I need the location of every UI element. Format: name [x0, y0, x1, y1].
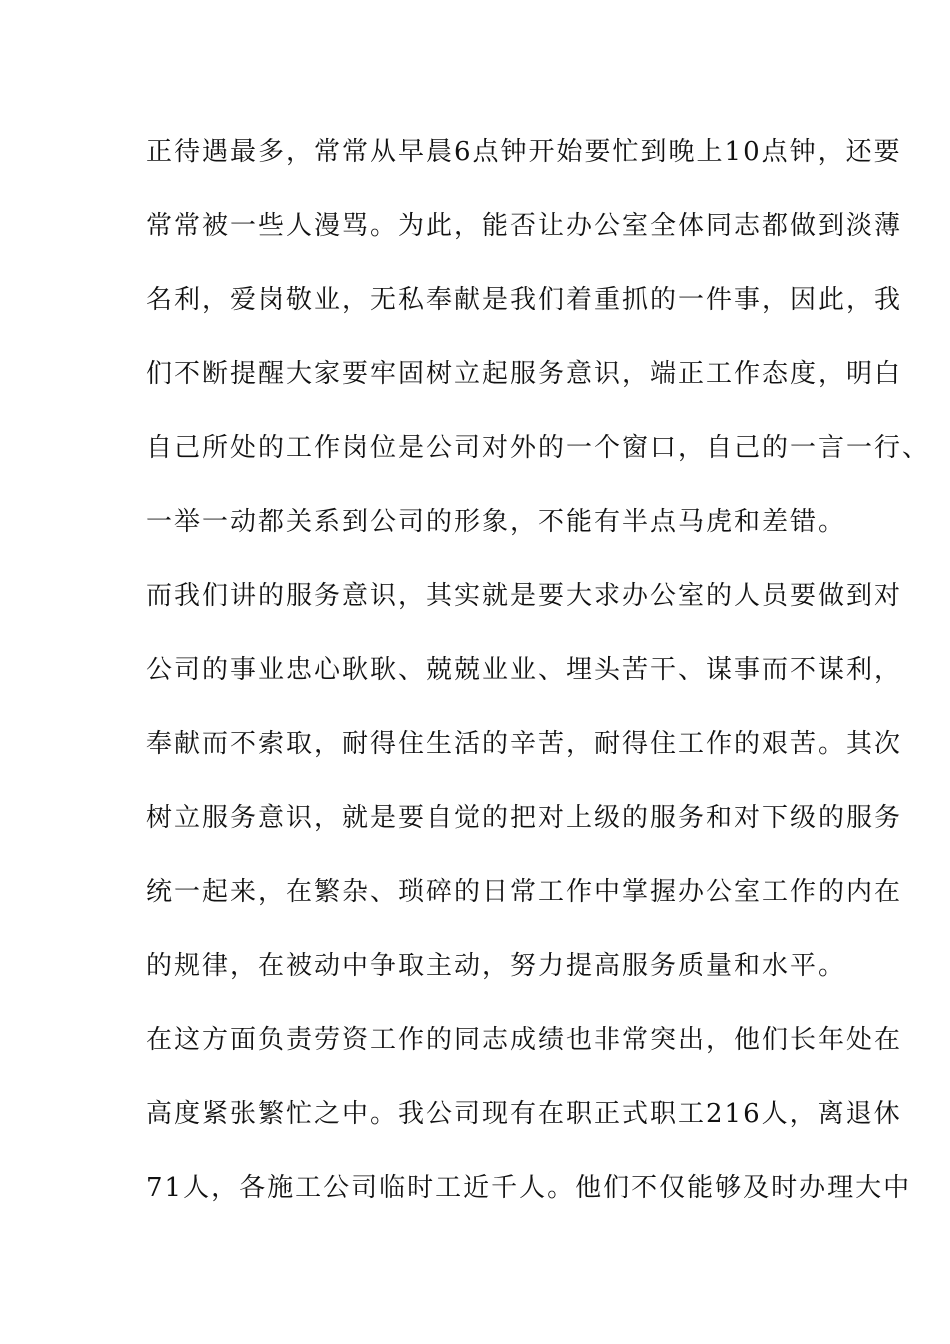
text-line: 树立服务意识，就是要自觉的把对上级的服务和对下级的服务 [146, 803, 903, 833]
text-line: 自己所处的工作岗位是公司对外的一个窗口，自己的一言一行、 [146, 433, 931, 463]
text-line: 71人，各施工公司临时工近千人。他们不仅能够及时办理大中 [146, 1173, 912, 1203]
text-line: 的规律，在被动中争取主动，努力提高服务质量和水平。 [146, 951, 847, 981]
text-line: 而我们讲的服务意识，其实就是要大求办公室的人员要做到对 [146, 581, 903, 611]
body-text [146, 132, 931, 1242]
text-line: 高度紧张繁忙之中。我公司现有在职正式职工216人，离退休 [146, 1099, 902, 1129]
text-line: 们不断提醒大家要牢固树立起服务意识，端正工作态度，明白 [146, 359, 903, 389]
text-line: 常常被一些人漫骂。为此，能否让办公室全体同志都做到淡薄 [146, 211, 903, 241]
text-line: 统一起来，在繁杂、琐碎的日常工作中掌握办公室工作的内在 [146, 877, 903, 907]
text-line: 名利，爱岗敬业，无私奉献是我们着重抓的一件事，因此，我 [146, 285, 903, 315]
text-line: 一举一动都关系到公司的形象，不能有半点马虎和差错。 [146, 507, 847, 537]
text-line: 公司的事业忠心耿耿、兢兢业业、埋头苦干、谋事而不谋利， [146, 655, 903, 685]
text-line: 在这方面负责劳资工作的同志成绩也非常突出，他们长年处在 [146, 1025, 903, 1055]
text-line: 奉献而不索取，耐得住生活的辛苦，耐得住工作的艰苦。其次 [146, 729, 903, 759]
text-line: 正待遇最多，常常从早晨6点钟开始要忙到晚上10点钟，还要 [146, 137, 902, 167]
